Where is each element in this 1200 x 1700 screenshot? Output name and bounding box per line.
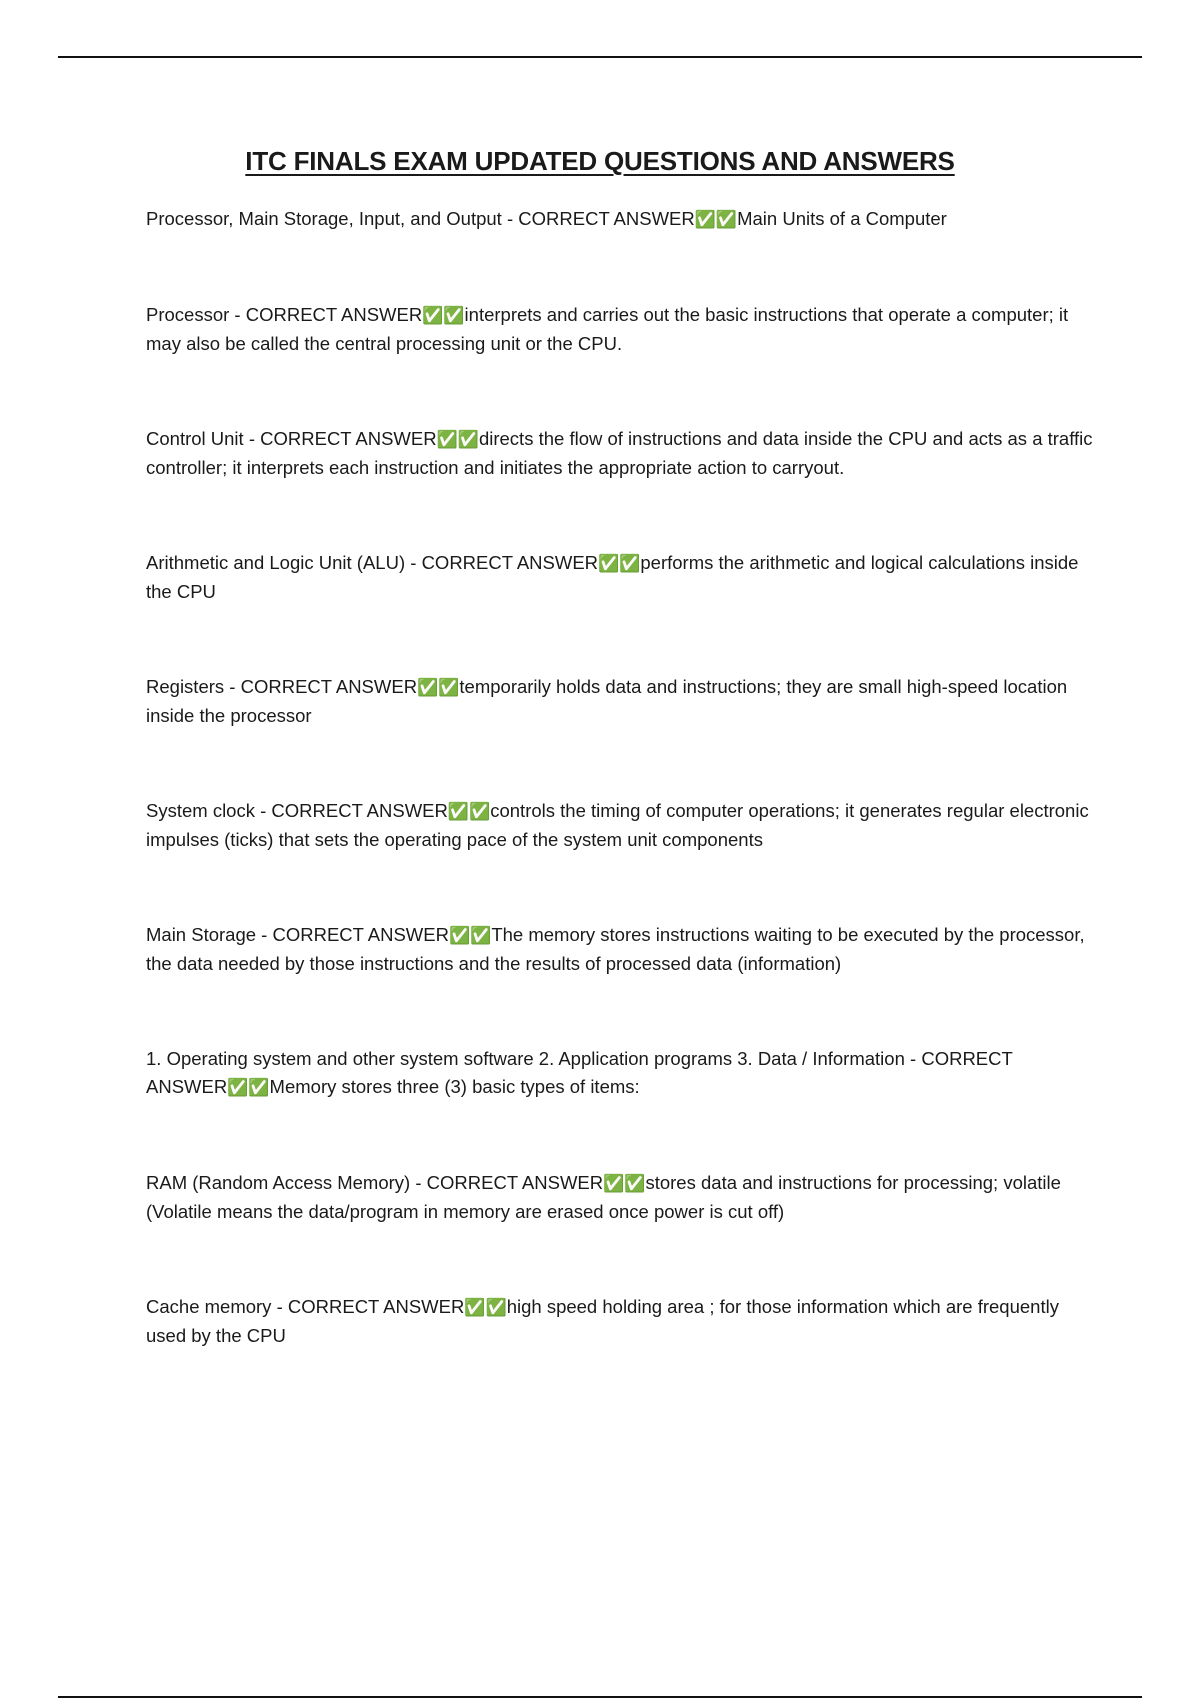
- double-check-icon: ✅✅: [422, 305, 465, 325]
- entry-term: Arithmetic and Logic Unit (ALU): [146, 551, 406, 573]
- qa-entry: Main Storage - CORRECT ANSWER✅✅The memory stores instructions waiting to be executed by the processor, the data needed by those instructions and the results of processed data (information): [146, 923, 1085, 974]
- correct-answer-label: CORRECT ANSWER: [426, 1171, 604, 1193]
- correct-answer-label: CORRECT ANSWER: [146, 1047, 1013, 1097]
- qa-entry: 1. Operating system and other system software 2. Application programs 3. Data / Information - CORRECT ANSWER✅✅Memory stores three (3) basic types of items:: [146, 1047, 1013, 1097]
- correct-answer-label: CORRECT ANSWER: [287, 1295, 465, 1317]
- entry-answer: temporarily holds data and instructions; they are small high-speed location inside the processor: [146, 675, 1068, 726]
- entry-term: Main Storage: [146, 923, 257, 945]
- qa-entry: Processor, Main Storage, Input, and Output - CORRECT ANSWER✅✅Main Units of a Computer: [146, 208, 947, 229]
- double-check-icon: ✅✅: [447, 801, 491, 821]
- correct-answer-label: CORRECT ANSWER: [260, 427, 437, 449]
- entry-answer: interprets and carries out the basic instructions that operate a computer; it may also be called the central processing unit or the CPU.: [146, 303, 1069, 354]
- qa-entry: System clock - CORRECT ANSWER✅✅controls the timing of computer operations; it generates regular electronic impulses (ticks) that sets the operating pace of the system unit components: [146, 799, 1089, 850]
- correct-answer-label: CORRECT ANSWER: [518, 208, 695, 229]
- bottom-rule: [58, 1696, 1142, 1698]
- entry-answer: Main Units of a Computer: [737, 208, 947, 229]
- double-check-icon: ✅✅: [603, 1173, 646, 1193]
- entry-term: Registers: [146, 675, 225, 697]
- correct-answer-label: CORRECT ANSWER: [240, 675, 418, 697]
- double-check-icon: ✅✅: [598, 553, 641, 573]
- qa-entry: Cache memory - CORRECT ANSWER✅✅high speed holding area ; for those information which are frequently used by the CPU: [146, 1295, 1059, 1346]
- entry-answer: controls the timing of computer operations; it generates regular electronic impulses (ticks) that sets the operating pace of the system unit components: [146, 799, 1089, 850]
- correct-answer-label: CORRECT ANSWER: [271, 799, 448, 821]
- page-title: ITC FINALS EXAM UPDATED QUESTIONS AND ANSWERS: [245, 146, 955, 176]
- correct-answer-label: CORRECT ANSWER: [245, 303, 423, 325]
- entry-answer: high speed holding area ; for those information which are frequently used by the CPU: [146, 1295, 1059, 1346]
- double-check-icon: ✅✅: [227, 1078, 270, 1097]
- qa-entry: Arithmetic and Logic Unit (ALU) - CORRECT ANSWER✅✅performs the arithmetic and logical calculations inside the CPU: [146, 551, 1079, 602]
- entry-answer: directs the flow of instructions and data inside the CPU and acts as a traffic controller; it interprets each instruction and initiates the appropriate action to carryout.: [146, 427, 1093, 478]
- qa-entry: Control Unit - CORRECT ANSWER✅✅directs the flow of instructions and data inside the CPU and acts as a traffic controller; it interprets each instruction and initiates the appropriate action to carryout.: [146, 427, 1093, 478]
- entry-answer: Memory stores three (3) basic types of items:: [269, 1076, 640, 1097]
- double-check-icon: ✅✅: [694, 210, 738, 229]
- double-check-icon: ✅✅: [417, 677, 460, 697]
- double-check-icon: ✅✅: [464, 1297, 507, 1317]
- entry-term: System clock: [146, 799, 255, 821]
- entry-term: Cache memory: [146, 1295, 272, 1317]
- double-check-icon: ✅✅: [448, 925, 492, 945]
- double-check-icon: ✅✅: [436, 429, 479, 449]
- qa-entry: RAM (Random Access Memory) - CORRECT ANSWER✅✅stores data and instructions for processing; volatile (Volatile means the data/program in memory are erased once power is cut off): [146, 1171, 1061, 1222]
- entry-term: RAM (Random Access Memory): [146, 1171, 411, 1193]
- entry-term: Control Unit: [146, 427, 244, 449]
- qa-entry: Registers - CORRECT ANSWER✅✅temporarily holds data and instructions; they are small high-speed location inside the processor: [146, 675, 1068, 726]
- correct-answer-label: CORRECT ANSWER: [421, 551, 599, 573]
- entry-term: Processor, Main Storage, Input, and Output: [146, 208, 502, 229]
- qa-list: [146, 205, 1096, 1351]
- entry-answer: stores data and instructions for processing; volatile (Volatile means the data/program in memory are erased once power is cut off): [146, 1171, 1061, 1222]
- qa-entry: Processor - CORRECT ANSWER✅✅interprets and carries out the basic instructions that operate a computer; it may also be called the central processing unit or the CPU.: [146, 303, 1069, 354]
- entry-term: 1. Operating system and other system software 2. Application programs 3. Data / Information: [146, 1047, 905, 1069]
- entry-answer: The memory stores instructions waiting to be executed by the processor, the data needed by those instructions and the results of processed data (information): [146, 923, 1085, 974]
- correct-answer-label: CORRECT ANSWER: [272, 923, 449, 945]
- entry-answer: performs the arithmetic and logical calculations inside the CPU: [146, 551, 1079, 602]
- entry-term: Processor: [146, 303, 230, 325]
- top-rule: [58, 56, 1142, 58]
